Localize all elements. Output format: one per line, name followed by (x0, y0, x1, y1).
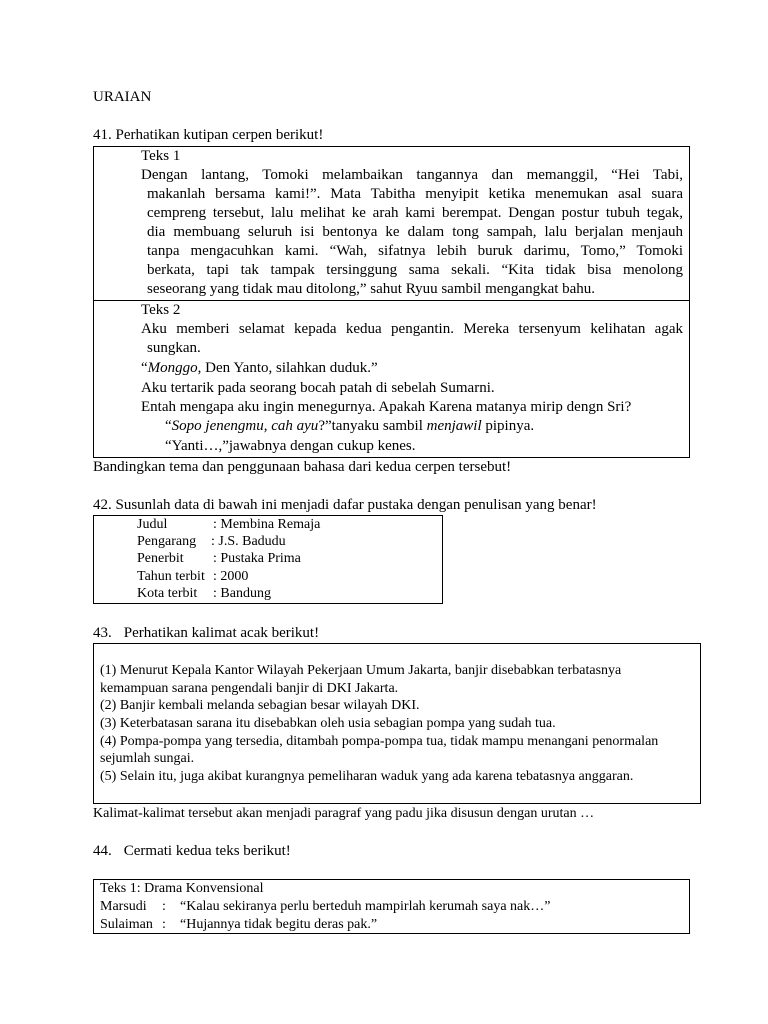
q44-dialog-marsudi: Marsudi : “Kalau sekiranya perlu berteduh mampirlah kerumah saya nak…” (100, 899, 551, 914)
q42-row-kota: Kota terbit : Bandung (137, 586, 271, 601)
teks1-line-5: tanpa mengacuhkan kami. “Wah, sifatnya lebih buruk darimu, Tomo,” Tomoki (147, 243, 683, 259)
q41-teks1-box (93, 146, 690, 301)
q44-dialog-sulaiman: Sulaiman : “Hujannya tidak begitu deras pak.” (100, 917, 378, 932)
q42-row-penerbit: Penerbit : Pustaka Prima (137, 551, 301, 566)
q41-footer: Bandingkan tema dan penggunaan bahasa dari kedua cerpen tersebut! (93, 459, 512, 475)
teks1-line-2: makanlah bersama kami!”. Mata Tabitha menyipit ketika menemukan asal suara (147, 186, 683, 202)
q44-title: Teks 1: Drama Konvensional (100, 881, 264, 896)
q44-drama-box (93, 879, 690, 934)
teks2-line-5: Entah mengapa aku ingin menegurnya. Apakah Karena matanya mirip dengn Sri? (141, 399, 632, 415)
q43-sentence-box (93, 643, 701, 804)
q42-row-tahun: Tahun terbit : 2000 (137, 569, 249, 584)
q43-line-4: (3) Keterbatasan sarana itu disebabkan oleh usia sebagian pompa yang sudah tua. (100, 716, 556, 731)
teks2-line-6: “Sopo jenengmu, cah ayu?”tanyaku sambil menjawil pipinya. (165, 418, 535, 434)
teks2-line-4: Aku tertarik pada seorang bocah patah di sebelah Sumarni. (141, 380, 495, 396)
q43-line-5: (4) Pompa-pompa yang tersedia, ditambah pompa-pompa tua, tidak mampu menangani penormalan (100, 734, 659, 749)
teks2-line-3: “Monggo, Den Yanto, silahkan duduk.” (141, 360, 378, 376)
q42-data-box (93, 515, 443, 604)
teks1-label: Teks 1 (141, 148, 181, 164)
teks2-line-2: sungkan. (147, 340, 201, 356)
q43-line-6: sejumlah sungai. (100, 751, 195, 766)
teks1-line-4: dia membuang seluruh isi bentonya ke dalam tong sampah, lalu berjalan menjauh (147, 224, 683, 240)
q41-teks2-box (93, 300, 690, 458)
teks2-line-1: Aku memberi selamat kepada kedua pengantin. Mereka tersenyum kelihatan agak (141, 321, 683, 337)
q42-prompt: 42. Susunlah data di bawah ini menjadi dafar pustaka dengan penulisan yang benar! (93, 497, 597, 513)
teks2-line-7: “Yanti…,”jawabnya dengan cukup kenes. (165, 438, 416, 454)
q43-line-3: (2) Banjir kembali melanda sebagian besar wilayah DKI. (100, 698, 420, 713)
teks1-line-1: Dengan lantang, Tomoki melambaikan tangannya dan memanggil, “Hei Tabi, (141, 167, 683, 183)
teks1-line-3: cempreng tersebut, lalu melihat ke arah kami berempat. Dengan postur tubuh tegak, (147, 205, 683, 221)
teks1-line-6: berkata, tapi tak tampak tersinggung sama sekali. “Kita tidak bisa menolong (147, 262, 683, 278)
q44-prompt: 44. Cermati kedua teks berikut! (93, 843, 291, 859)
q43-footer: Kalimat-kalimat tersebut akan menjadi paragraf yang padu jika disusun dengan urutan … (93, 806, 595, 821)
q43-line-2: kemampuan sarana pengendali banjir di DKI Jakarta. (100, 681, 399, 696)
q43-line-7: (5) Selain itu, juga akibat kurangnya pemeliharan waduk yang ada karena tebatasnya anggaran. (100, 769, 634, 784)
q41-prompt: 41. Perhatikan kutipan cerpen berikut! (93, 127, 324, 143)
section-heading: URAIAN (93, 89, 152, 105)
teks1-line-7: seseorang yang tidak mau ditolong,” sahut Ryuu sambil mengangkat bahu. (147, 281, 596, 297)
q43-prompt: 43. Perhatikan kalimat acak berikut! (93, 625, 320, 641)
q43-line-1: (1) Menurut Kepala Kantor Wilayah Pekerjaan Umum Jakarta, banjir disebabkan terbatasnya (100, 663, 622, 678)
q42-row-pengarang: Pengarang : J.S. Badudu (137, 534, 286, 549)
teks2-label: Teks 2 (141, 302, 181, 318)
q42-row-judul: Judul : Membina Remaja (137, 517, 321, 532)
